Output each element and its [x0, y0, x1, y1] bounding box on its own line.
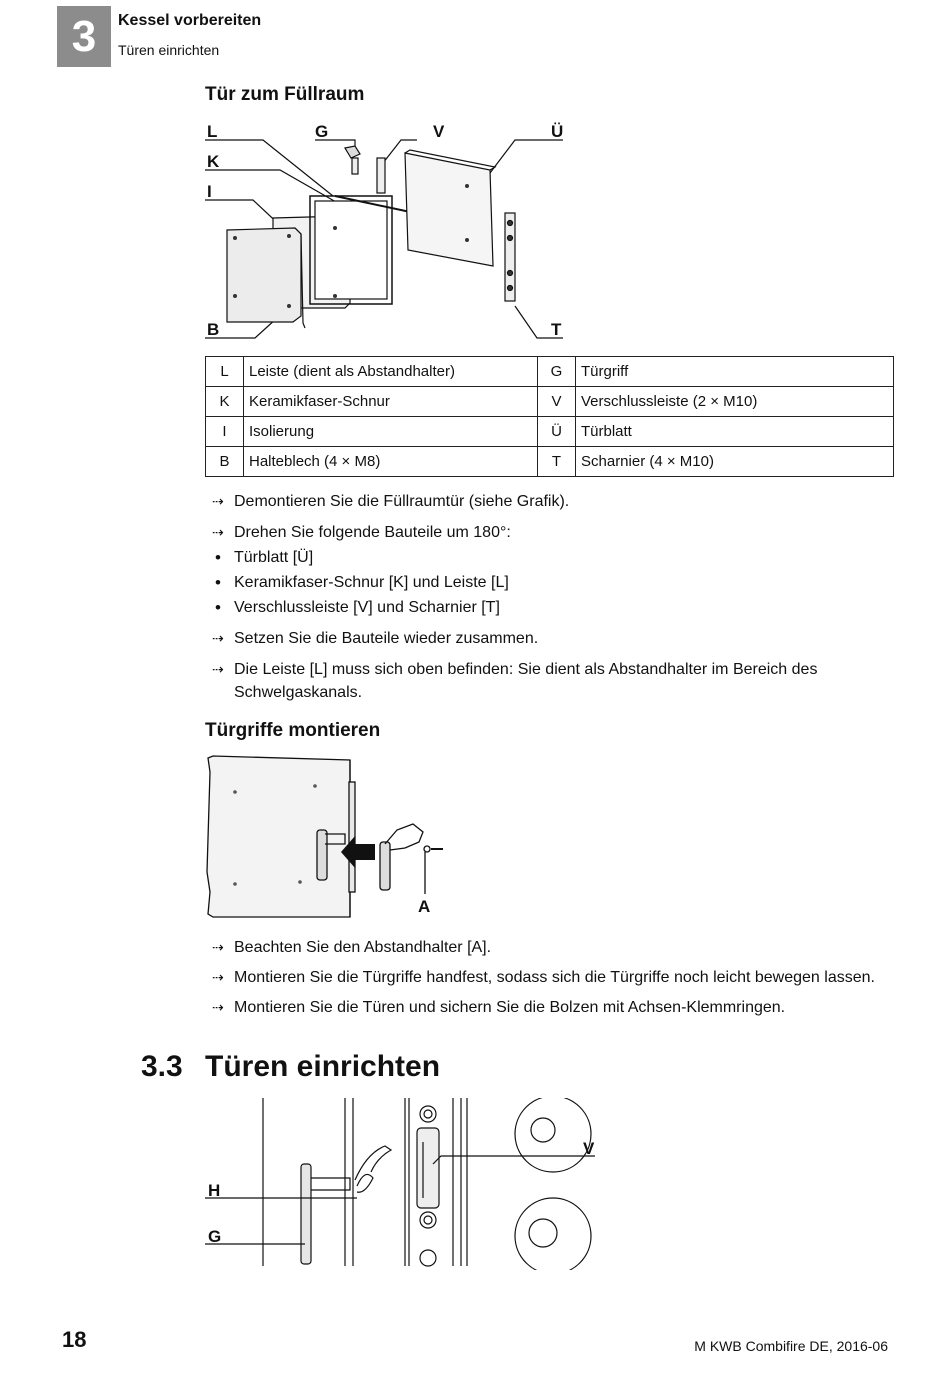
parts-table-cell-code1: L	[206, 357, 244, 387]
fuellraum-door-exploded-figure	[205, 118, 575, 348]
parts-table-cell-code1: B	[206, 447, 244, 477]
instruction-step-text: Türblatt [Ü]	[234, 549, 314, 566]
arrow-right-icon: ⇢	[212, 524, 224, 540]
instruction-step	[212, 936, 902, 959]
label-T: T	[551, 320, 562, 339]
page-number: 18	[62, 1327, 87, 1352]
chapter-subtitle: Türen einrichten	[118, 42, 220, 58]
arrow-right-icon: ⇢	[212, 999, 224, 1015]
heading-fuellraum: Tür zum Füllraum	[205, 84, 365, 105]
parts-table-cell-desc2: Türgriff	[576, 357, 894, 387]
arrow-right-icon: ⇢	[212, 630, 224, 646]
instruction-step-text: Montieren Sie die Türen und sichern Sie die Bolzen mit Achsen-Klemmringen.	[234, 999, 786, 1016]
arrow-right-icon: ⇢	[212, 969, 224, 985]
instruction-step-text: Die Leiste [L] muss sich oben befinden: Sie dient als Abstandhalter im Bereich des Schwelgaskanals.	[234, 661, 818, 701]
instruction-step-text: Montieren Sie die Türgriffe handfest, sodass sich die Türgriffe noch leicht bewegen lassen.	[234, 969, 875, 986]
parts-table-cell-desc1: Halteblech (4 × M8)	[244, 447, 538, 477]
instruction-step-text: Verschlussleiste [V] und Scharnier [T]	[234, 599, 500, 616]
parts-table-cell-code1: I	[206, 417, 244, 447]
heading-tuergriffe: Türgriffe montieren	[205, 720, 381, 741]
label-K: K	[207, 152, 220, 171]
instruction-step-text: Demontieren Sie die Füllraumtür (siehe Grafik).	[234, 493, 570, 510]
instruction-step-text: Beachten Sie den Abstandhalter [A].	[234, 939, 492, 956]
bullet-icon: •	[215, 548, 221, 567]
instruction-step	[212, 546, 902, 569]
label-V-detail: V	[583, 1139, 595, 1158]
bullet-icon: •	[215, 573, 221, 592]
footer-document-id: M KWB Combifire DE, 2016-06	[694, 1338, 888, 1354]
parts-table-cell-code2: Ü	[538, 417, 576, 447]
arrow-right-icon: ⇢	[212, 493, 224, 509]
instruction-step-text: Keramikfaser-Schnur [K] und Leiste [L]	[234, 574, 509, 591]
arrow-right-icon: ⇢	[212, 939, 224, 955]
section-title: Türen einrichten	[205, 1050, 441, 1083]
instruction-step	[212, 627, 902, 650]
parts-table-cell-desc2: Verschlussleiste (2 × M10)	[576, 387, 894, 417]
chapter-number-badge: 3	[57, 6, 111, 67]
label-G: G	[315, 122, 329, 141]
instruction-step	[212, 658, 902, 704]
parts-table-cell-desc2: Scharnier (4 × M10)	[576, 447, 894, 477]
parts-table-cell-desc1: Isolierung	[244, 417, 538, 447]
label-I: I	[207, 182, 212, 201]
parts-table-cell-desc1: Leiste (dient als Abstandhalter)	[244, 357, 538, 387]
instruction-step	[212, 571, 902, 594]
instruction-step-text: Setzen Sie die Bauteile wieder zusammen.	[234, 630, 539, 647]
label-A: A	[418, 897, 431, 916]
instruction-step	[212, 596, 902, 619]
parts-table-cell-desc1: Keramikfaser-Schnur	[244, 387, 538, 417]
instruction-step-text: Drehen Sie folgende Bauteile um 180°:	[234, 524, 511, 541]
chapter-title: Kessel vorbereiten	[118, 12, 262, 29]
label-G-detail: G	[208, 1227, 222, 1246]
parts-table-cell-desc2: Türblatt	[576, 417, 894, 447]
parts-table-row	[206, 357, 894, 387]
parts-table	[205, 356, 894, 477]
parts-table-cell-code2: V	[538, 387, 576, 417]
instruction-step	[212, 966, 902, 989]
parts-table-cell-code1: K	[206, 387, 244, 417]
section-number: 3.3	[141, 1050, 183, 1083]
arrow-right-icon: ⇢	[212, 661, 224, 677]
instruction-step	[212, 490, 902, 513]
label-H: H	[208, 1181, 221, 1200]
bullet-icon: •	[215, 598, 221, 617]
door-setup-detail-figure	[205, 1098, 605, 1270]
parts-table-row	[206, 417, 894, 447]
instruction-step	[212, 996, 902, 1019]
parts-table-cell-code2: G	[538, 357, 576, 387]
label-U: Ü	[551, 122, 564, 141]
label-V: V	[433, 122, 445, 141]
label-B: B	[207, 320, 220, 339]
parts-table-row	[206, 447, 894, 477]
label-L: L	[207, 122, 218, 141]
parts-table-cell-code2: T	[538, 447, 576, 477]
door-handle-mounting-figure	[205, 752, 455, 922]
instruction-step	[212, 521, 902, 544]
parts-table-row	[206, 387, 894, 417]
